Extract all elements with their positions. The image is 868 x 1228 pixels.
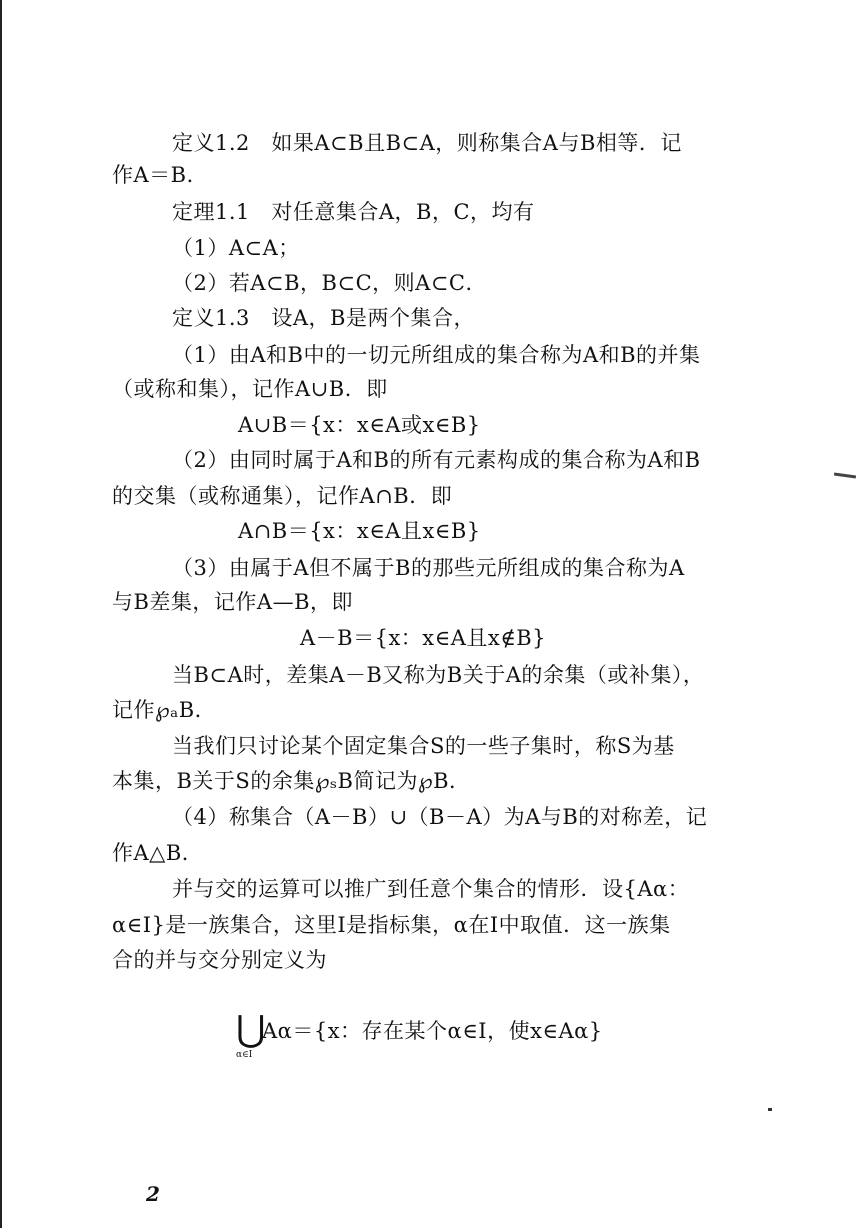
theorem-1-1: 定理1.1 对任意集合A，B，C，均有 (172, 200, 535, 224)
union-def-line2: （或称和集），记作A∪B．即 (112, 377, 388, 401)
scan-dot (768, 1108, 772, 1111)
generalization-line3: 合的并与交分别定义为 (112, 948, 327, 972)
difference-def-line2: 与B差集，记作A—B，即 (112, 590, 354, 614)
difference-def-line1: （3）由属于A但不属于B的那些元所组成的集合称为A (172, 556, 685, 580)
page-number: 2 (146, 1182, 160, 1206)
complement-def-line2: 记作℘ₐB． (112, 698, 217, 722)
definition-1-3: 定义1.3 设A，B是两个集合， (172, 306, 475, 330)
big-union-symbol: ⋃ (236, 1009, 266, 1050)
intersection-formula: A∩B＝{x：x∈A且x∈B} (238, 519, 481, 543)
union-subscript: α∈I (236, 1050, 253, 1060)
complement-def-line1: 当B⊂A时，差集A－B又称为B关于A的余集（或补集）， (172, 663, 705, 687)
generalization-line1: 并与交的运算可以推广到任意个集合的情形．设{Aα： (172, 877, 690, 901)
symmetric-diff-line1: （4）称集合（A－B）∪（B－A）为A与B的对称差，记 (172, 805, 708, 829)
page-left-edge (0, 0, 2, 1228)
definition-1-2-line2: 作A＝B． (112, 163, 209, 187)
scan-mark (834, 472, 856, 478)
theorem-item-1: （1）A⊂A； (172, 236, 300, 260)
base-set-line2: 本集，B关于S的余集℘ₛB简记为℘B． (112, 769, 471, 793)
intersection-def-line2: 的交集（或称通集），记作A∩B．即 (112, 484, 453, 508)
theorem-item-2: （2）若A⊂B，B⊂C，则A⊂C． (172, 271, 487, 295)
generalization-line2: α∈I}是一族集合，这里I是指标集，α在I中取值．这一族集 (112, 913, 671, 937)
difference-formula: A－B＝{x：x∈A且x∉B} (300, 626, 547, 650)
general-union-formula: Aα＝{x：存在某个α∈I，使x∈Aα} (262, 1019, 603, 1043)
base-set-line1: 当我们只讨论某个固定集合S的一些子集时，称S为基 (172, 734, 675, 758)
definition-1-2-line1: 定义1.2 如果A⊂B且B⊂A，则称集合A与B相等．记 (172, 131, 682, 155)
intersection-def-line1: （2）由同时属于A和B的所有元素构成的集合称为A和B (172, 448, 701, 472)
symmetric-diff-line2: 作A△B． (112, 841, 204, 865)
union-formula: A∪B＝{x：x∈A或x∈B} (238, 413, 481, 437)
union-def-line1: （1）由A和B中的一切元所组成的集合称为A和B的并集 (172, 343, 701, 367)
